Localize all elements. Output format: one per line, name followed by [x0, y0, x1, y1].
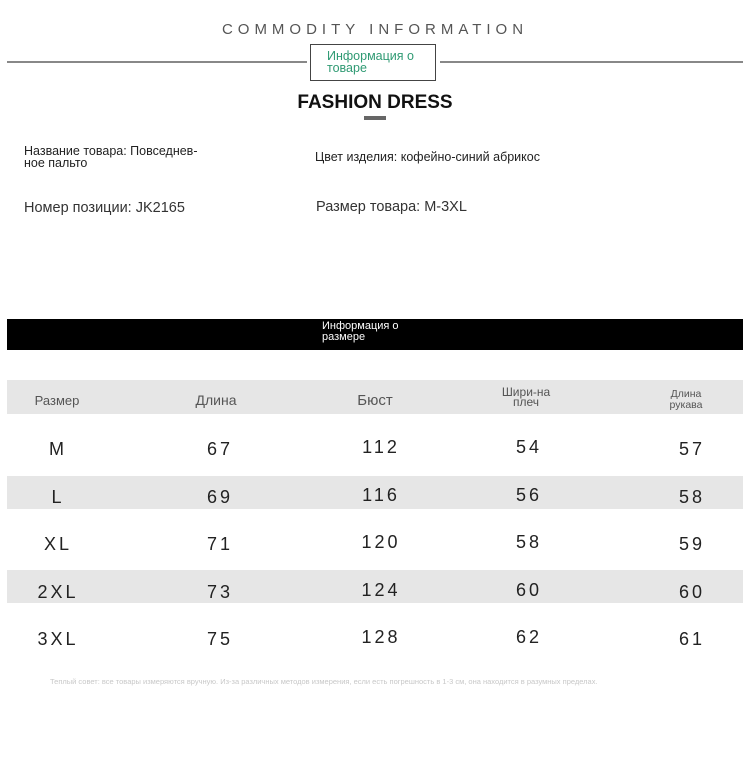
header-rule-right: [440, 61, 743, 63]
column-header-sleeve-length: Длина рукава: [669, 388, 703, 411]
column-header-size: Размер: [34, 393, 80, 408]
bust-cell: 116: [362, 485, 400, 505]
size-cell: L: [51, 487, 65, 507]
length-cell: 67: [206, 439, 234, 459]
sleeve-cell: 60: [678, 582, 706, 602]
header-rule-left: [7, 61, 307, 63]
product-info-label: Информация о товаре: [310, 44, 436, 81]
sleeve-cell: 61: [678, 629, 706, 649]
shoulder-cell: 62: [515, 627, 543, 647]
column-header-shoulder-width: Шири-на плеч: [501, 385, 551, 409]
size-cell: XL: [43, 534, 73, 554]
bust-cell: 112: [362, 437, 400, 457]
product-color: Цвет изделия: кофейно-синий абрикос: [315, 150, 540, 164]
column-header-length: Длина: [195, 392, 237, 408]
item-number: Номер позиции: JK2165: [24, 200, 185, 216]
title-underline: [364, 116, 386, 120]
length-cell: 75: [206, 629, 234, 649]
fashion-dress-title: FASHION DRESS: [297, 92, 453, 113]
measurement-footnote: Теплый совет: все товары измеряются вручную. Из-за различных методов измерения, если есть погрешность в 1-3 см, она находится в разумных пределах.: [50, 677, 598, 686]
shoulder-cell: 58: [515, 532, 543, 552]
sleeve-cell: 58: [678, 487, 706, 507]
shoulder-cell: 54: [515, 437, 543, 457]
product-size-range: Размер товара: M-3XL: [316, 199, 467, 215]
size-cell: M: [49, 439, 67, 459]
shoulder-cell: 60: [515, 580, 543, 600]
sleeve-cell: 57: [678, 439, 706, 459]
length-cell: 73: [206, 582, 234, 602]
bust-cell: 128: [361, 627, 401, 647]
size-cell: 2XL: [37, 582, 79, 602]
size-info-title: Информация о размере: [322, 320, 399, 343]
size-cell: 3XL: [37, 629, 79, 649]
bust-cell: 124: [361, 580, 401, 600]
shoulder-cell: 56: [515, 485, 543, 505]
sleeve-cell: 59: [678, 534, 706, 554]
bust-cell: 120: [361, 532, 401, 552]
product-name: Название товара: Повседнев-ное пальто: [24, 144, 198, 170]
length-cell: 69: [206, 487, 234, 507]
column-header-bust: Бюст: [357, 392, 393, 409]
length-cell: 71: [206, 534, 234, 554]
commodity-information-heading: COMMODITY INFORMATION: [221, 21, 529, 38]
